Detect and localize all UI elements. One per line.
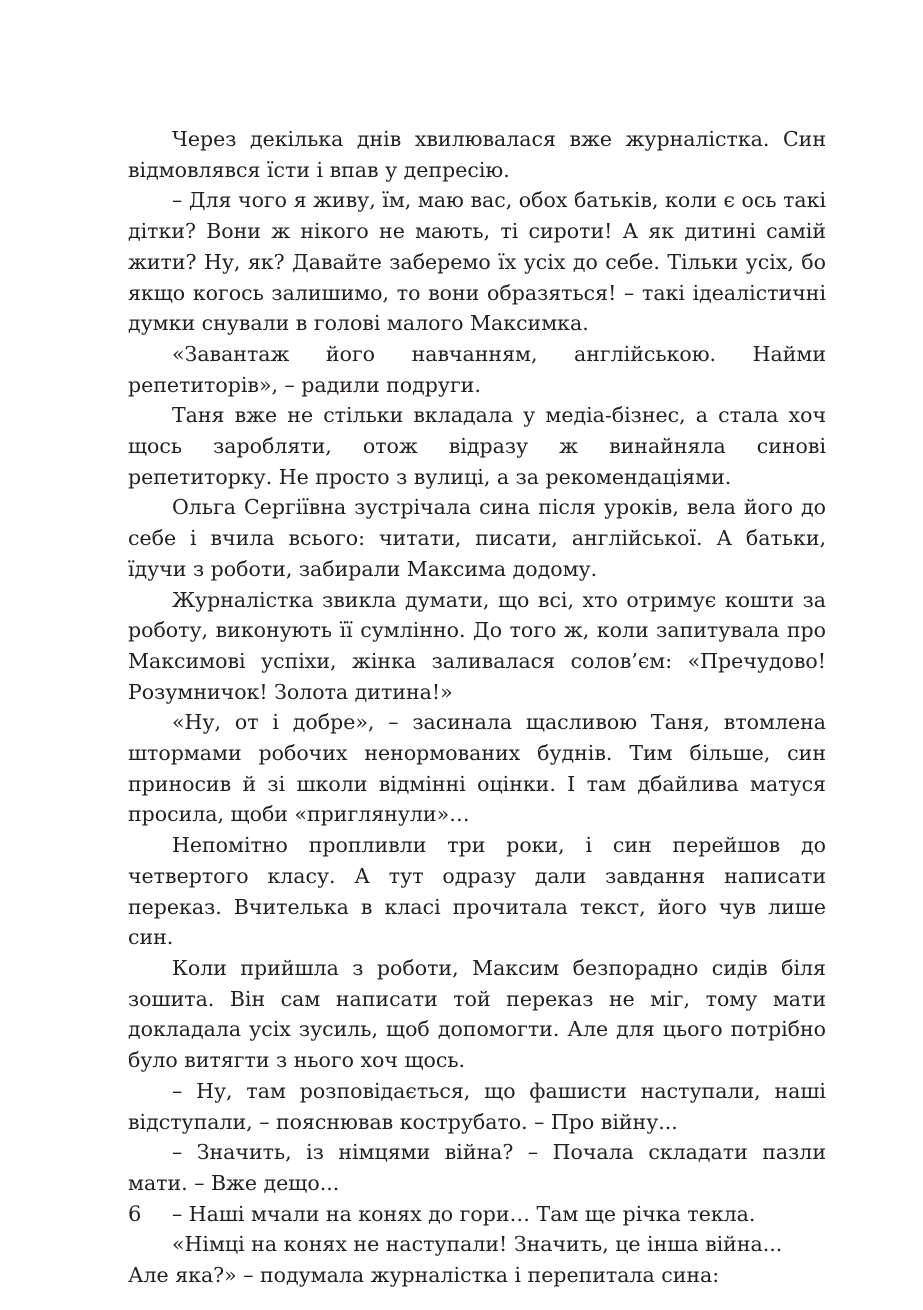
paragraph: – Наші мчали на конях до гори… Там ще річка текла. [172,1201,756,1226]
paragraph: Через декілька днів хвилювалася вже журналістка. Син відмовлявся їсти і впав у депресію. [128,127,826,182]
paragraph: – Для чого я живу, їм, маю вас, обох батьків, коли є ось такі дітки? Вони ж нікого не мають, ті сироти! А як дитині самій жити? Ну, як? Давайте заберемо їх усіх до себе. Тільки усіх, бо якщо когось залишимо, то вони образяться! – такі ідеалістичні думки снували в голові малого Максимка. [128,188,826,336]
paragraph: «Завантаж його навчанням, англійською. Найми репетиторів», – радили подруги. [128,341,826,397]
paragraph: Таня вже не стільки вкладала у медіа-бізнес, а стала хоч щось заробляти, отож відразу ж винайняла синові репетиторку. Не просто з вулиці, а за рекомендаціями. [128,403,826,489]
paragraph: «Ну, от і добре», – засинала щасливою Таня, втомлена штормами робочих ненормованих буднів. Тим більше, син приносив й зі школи відмінні оцінки. І там дбайлива матуся просила, щоби «приглянули»… [128,710,826,827]
paragraph: – Ну, там розповідається, що фашисти наступали, наші відступали, – пояснював кострубато. – Про війну... [128,1078,826,1134]
paragraph: – Значить, із німцями війна? – Почала складати пазли мати. – Вже дещо... [128,1140,826,1195]
paragraph: Непомітно пропливли три роки, і син перейшов до четвертого класу. А тут одразу дали завдання написати переказ. Вчителька в класі прочитала текст, його чув лише син. [128,833,826,950]
body-text [128,124,826,1291]
paragraph: Коли прийшла з роботи, Максим безпорадно сидів біля зошита. Він сам написати той переказ не міг, тому мати докладала усіх зусиль, щоб допомогти. Але для цього потрібно було витягти з нього хоч щось. [128,955,826,1073]
paragraph: Журналістка звикла думати, що всі, хто отримує кошти за роботу, виконують її сумлінно. До того ж, коли запитувала про Максимові успіхи, жінка заливалася солов’єм: «Пречудово! Розумничок! Золота дитина!» [128,587,826,704]
paragraph: «Німці на конях не наступали! Значить, це інша війна... Але яка?» – подумала журналістка і перепитала сина: [128,1232,783,1288]
paragraph: Ольга Сергіївна зустрічала сина після уроків, вела його до себе і вчила всього: читати, писати, англійської. А батьки, їдучи з роботи, забирали Максима додому. [128,495,826,581]
page-number: 6 [128,1202,142,1226]
